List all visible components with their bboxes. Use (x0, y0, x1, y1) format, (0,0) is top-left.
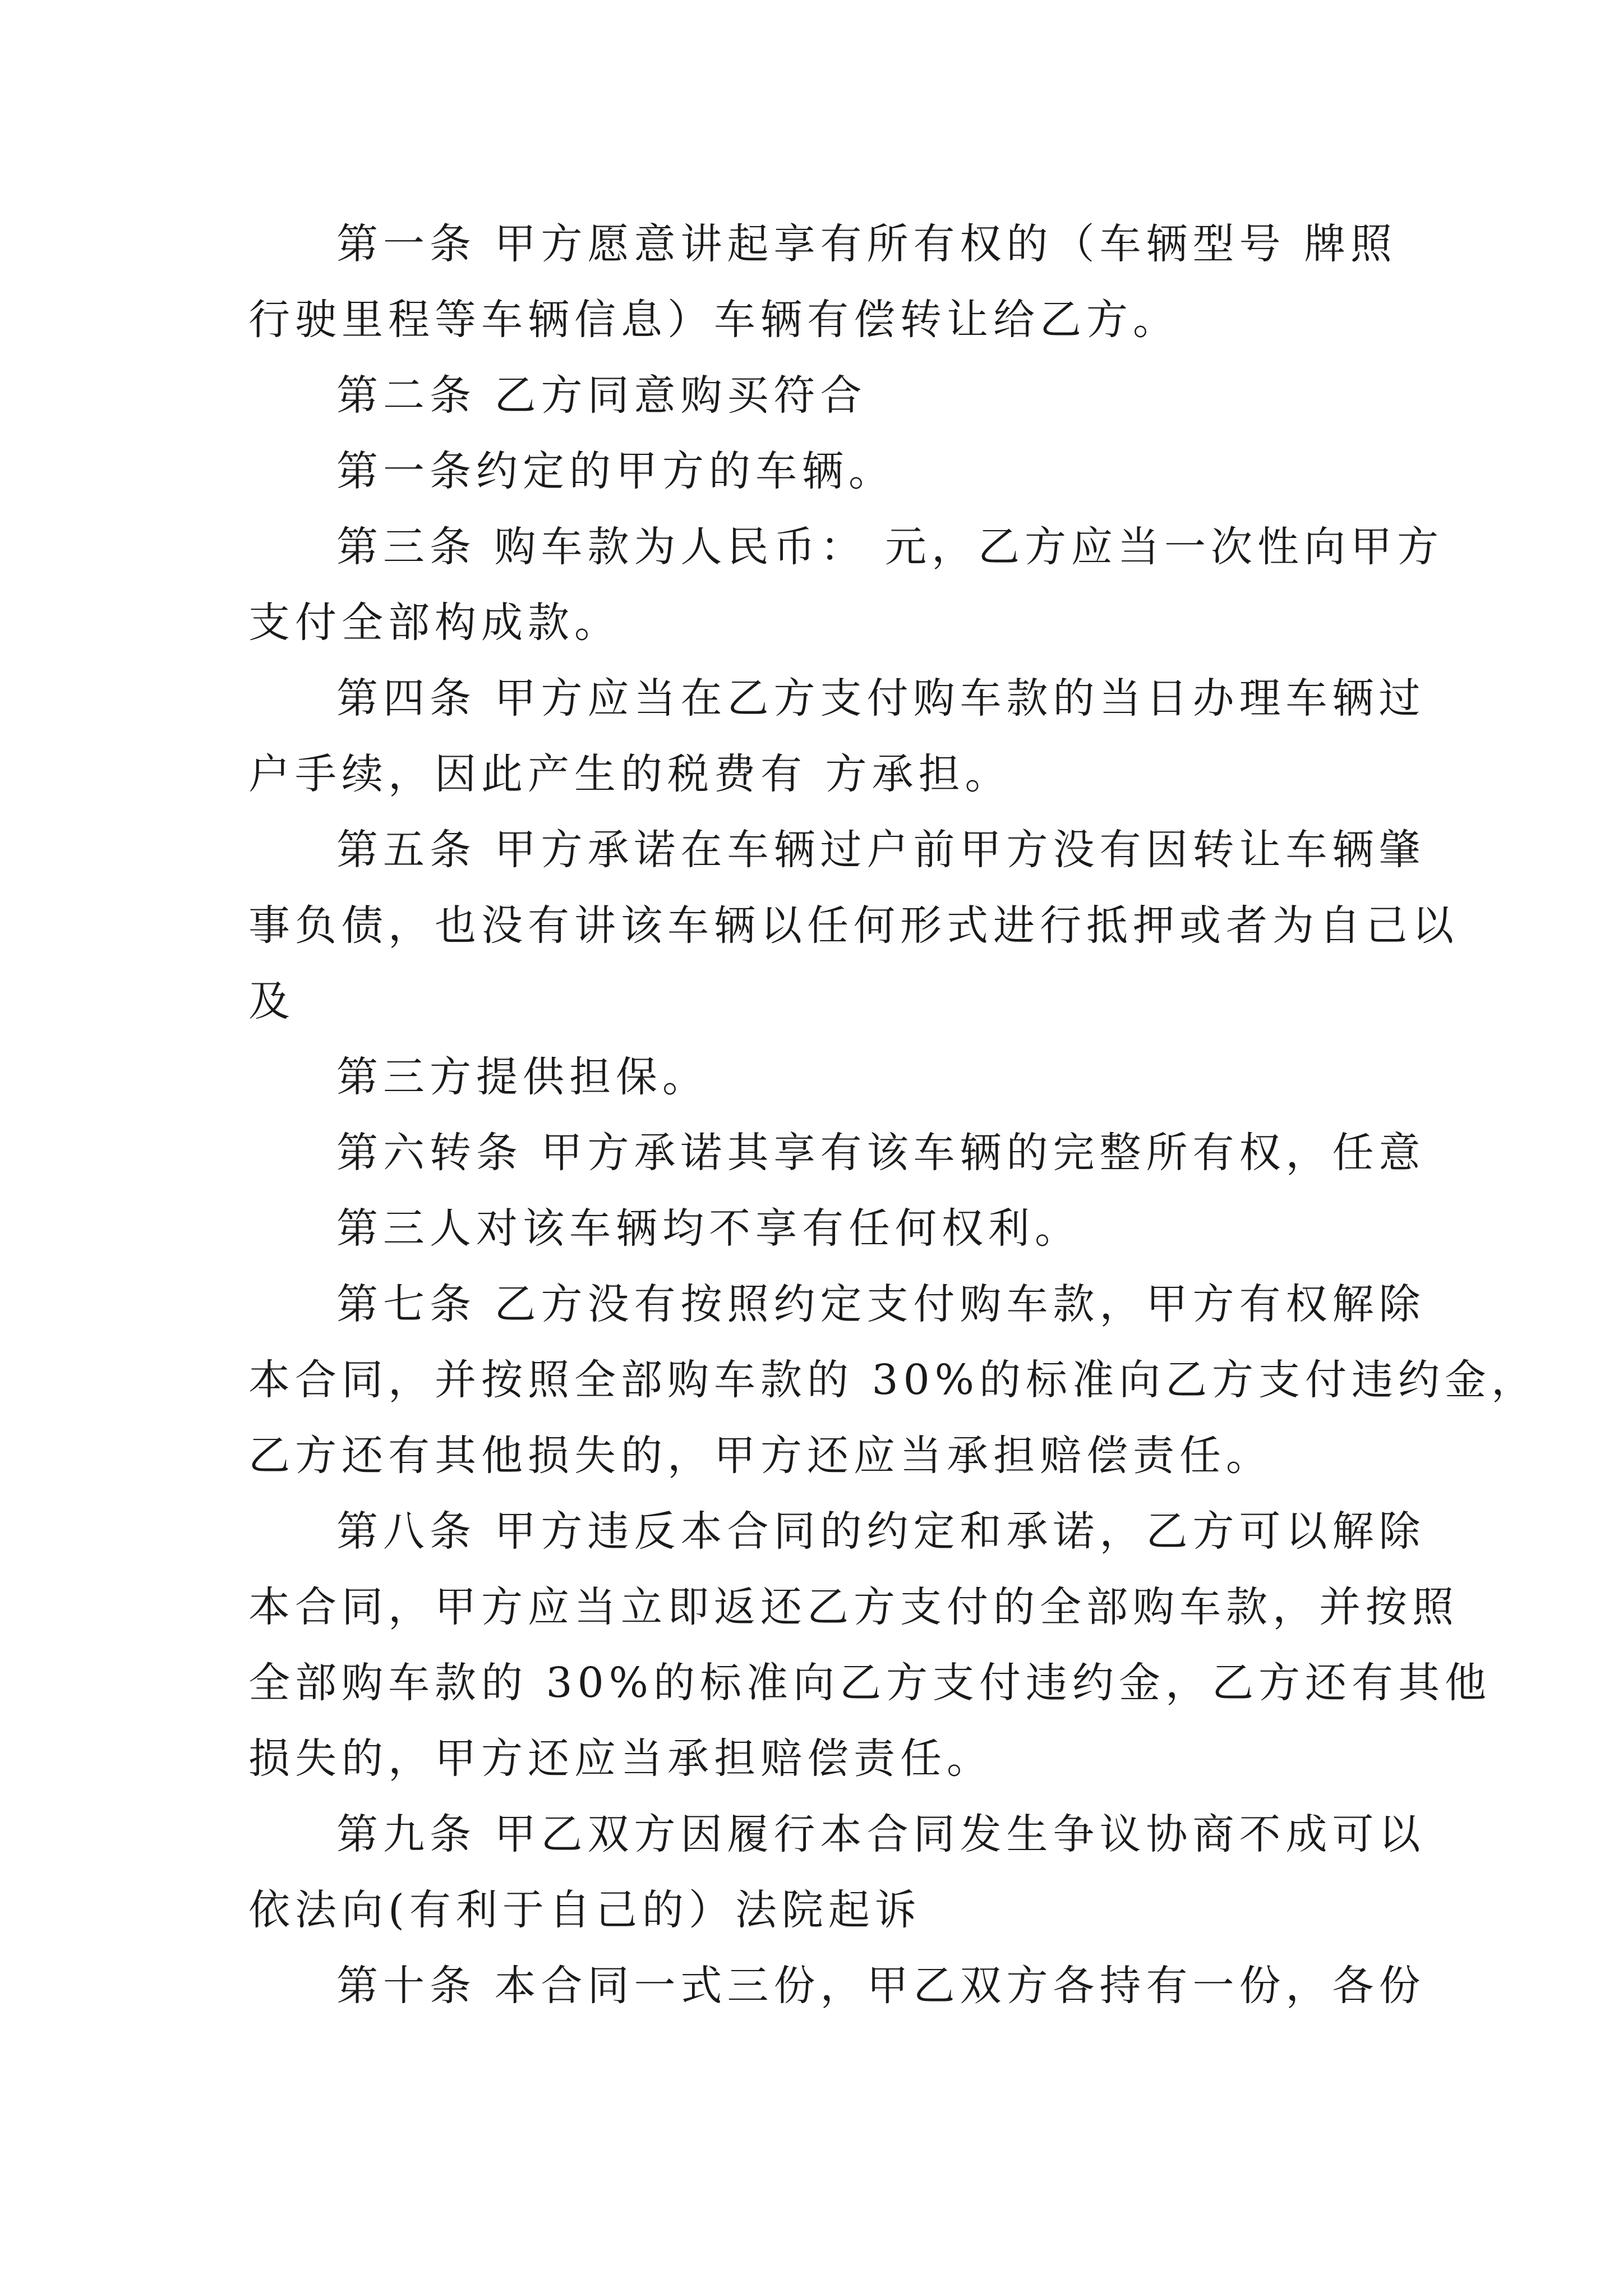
text-line: 第七条 乙方没有按照约定支付购车款，甲方有权解除 (336, 1280, 1426, 1328)
text-line: 第五条 甲方承诺在车辆过户前甲方没有因转让车辆肇 (336, 826, 1426, 874)
text-line: 第二条 乙方同意购买符合 (336, 371, 867, 420)
text-line: 行驶里程等车辆信息）车辆有偿转让给乙方。 (248, 296, 1179, 344)
text-line: 第三人对该车辆均不享有任何权利。 (336, 1204, 1081, 1253)
text-line: 依法向(有利于自己的）法院起诉 (248, 1886, 921, 1934)
text-line: 第六转条 甲方承诺其享有该车辆的完整所有权，任意 (336, 1129, 1426, 1177)
text-line: 本合同，并按照全部购车款的 30%的标准向乙方支付违约金， (248, 1356, 1538, 1404)
text-line: 户手续，因此产生的税费有 方承担。 (248, 750, 1012, 798)
text-line: 第四条 甲方应当在乙方支付购车款的当日办理车辆过 (336, 674, 1426, 723)
text-line: 乙方还有其他损失的，甲方还应当承担赔偿责任。 (248, 1432, 1272, 1480)
text-line: 第一条 甲方愿意讲起享有所有权的（车辆型号 牌照 (336, 220, 1398, 268)
text-line: 第三方提供担保。 (336, 1053, 709, 1101)
text-line: 本合同，甲方应当立即返还乙方支付的全部购车款，并按照 (248, 1583, 1459, 1631)
text-line: 第八条 甲方违反本合同的约定和承诺，乙方可以解除 (336, 1507, 1426, 1556)
text-line: 第十条 本合同一式三份，甲乙双方各持有一份，各份 (336, 1962, 1426, 2010)
text-line: 损失的，甲方还应当承担赔偿责任。 (248, 1734, 993, 1783)
text-line: 事负债，也没有讲该车辆以任何形式进行抵押或者为自己以 (248, 901, 1459, 950)
text-line: 全部购车款的 30%的标准向乙方支付违约金，乙方还有其他 (248, 1659, 1491, 1707)
text-line: 及 (248, 977, 295, 1025)
text-line: 第九条 甲乙双方因履行本合同发生争议协商不成可以 (336, 1810, 1426, 1858)
text-line: 第一条约定的甲方的车辆。 (336, 447, 895, 495)
text-line: 第三条 购车款为人民币： 元，乙方应当一次性向甲方 (336, 523, 1444, 571)
text-line: 支付全部构成款。 (248, 599, 621, 647)
